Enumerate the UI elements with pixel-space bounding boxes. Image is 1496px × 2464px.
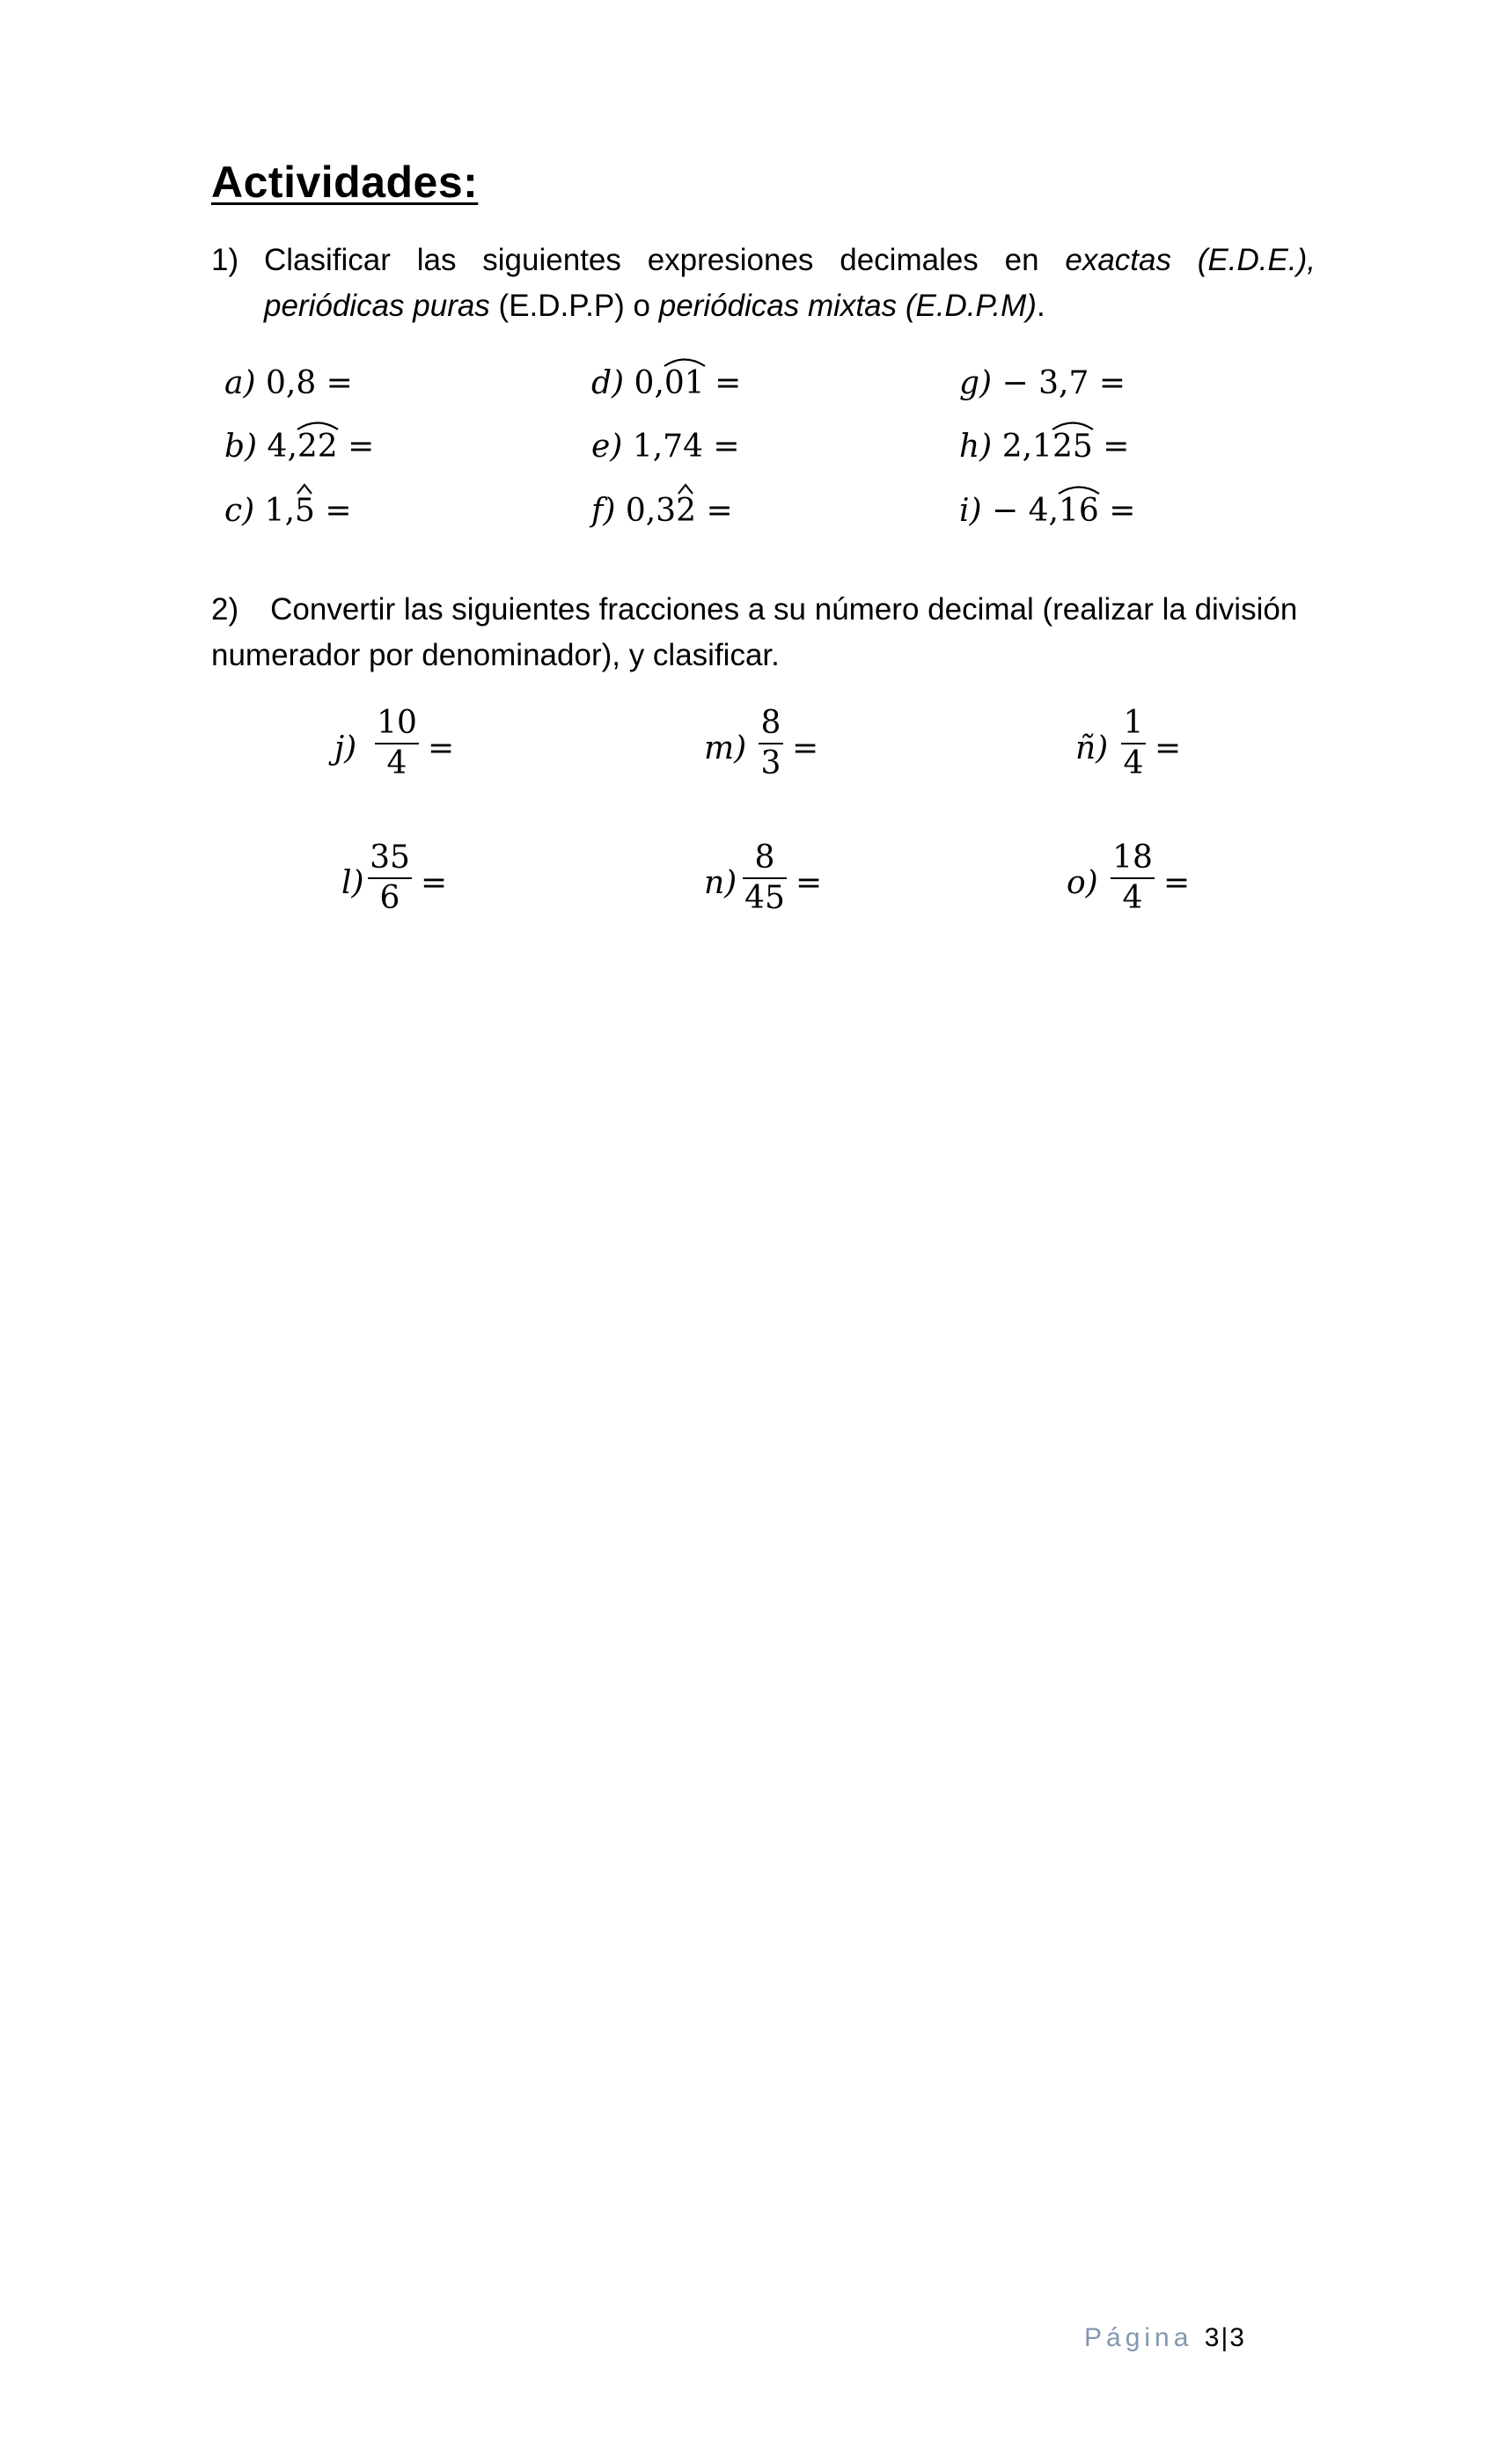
item-label: a)	[224, 365, 256, 401]
item-label: c)	[224, 493, 255, 529]
q1-line2-italic-b: periódicas mixtas (E.D.P.M)	[658, 289, 1037, 323]
question-2-number: 2)	[211, 592, 239, 627]
item-label: m)	[704, 730, 747, 766]
q1-item-c	[224, 493, 352, 529]
q1-item-b	[224, 429, 374, 465]
item-equals: =	[316, 365, 353, 401]
q1-item-f	[591, 493, 733, 529]
item-equals: =	[1098, 493, 1136, 529]
repeating-digits: 01	[664, 365, 705, 401]
fraction: 8 3	[759, 704, 783, 783]
item-value: 4,	[267, 429, 297, 465]
item-value: 1,	[264, 493, 296, 529]
item-equals: =	[337, 429, 375, 465]
question-1-number: 1)	[211, 243, 239, 277]
q1-line1-plain: Clasificar las siguientes expresiones decimales en	[264, 243, 1066, 277]
item-equals: =	[1089, 365, 1126, 401]
footer-current-page: 3	[1204, 2323, 1221, 2352]
q1-item-e	[591, 429, 740, 465]
item-equals: =	[1092, 429, 1130, 465]
item-value: 2,1	[1001, 429, 1052, 465]
repeating-digits: 25	[1052, 429, 1093, 465]
footer-label: Página	[1084, 2323, 1193, 2352]
item-label: o)	[1067, 865, 1098, 901]
q1-item-d	[591, 365, 741, 401]
item-equals: =	[704, 365, 742, 401]
item-equals: =	[314, 493, 352, 529]
page-footer	[1084, 2323, 1246, 2353]
question-1-text	[264, 238, 1316, 329]
q2-line1: Convertir las siguientes fracciones a su número decimal (realizar la división	[270, 592, 1298, 627]
item-equals: =	[696, 493, 733, 529]
repeating-digits: 22	[297, 429, 338, 465]
item-label: j)	[334, 730, 357, 766]
item-value: − 4,	[992, 493, 1059, 529]
q1-item-g	[959, 365, 1126, 401]
item-label: n)	[704, 865, 737, 901]
page-title: Actividades:	[211, 158, 479, 207]
q1-line2-end: .	[1036, 289, 1045, 323]
item-label: d)	[591, 365, 625, 401]
fraction: 18 4	[1111, 839, 1155, 918]
q1-item-h	[959, 429, 1129, 465]
item-value: 0,8	[265, 365, 317, 401]
item-label: h)	[959, 429, 993, 465]
item-equals: =	[796, 865, 823, 901]
item-equals: =	[1155, 730, 1182, 766]
q1-line2-italic-a: periódicas puras	[264, 289, 490, 323]
fraction: 1 4	[1121, 704, 1146, 783]
item-value: 1,74	[632, 429, 703, 465]
item-equals: =	[702, 429, 740, 465]
question-2-text	[211, 587, 1320, 678]
repeating-digit-hat: 2	[676, 493, 696, 529]
item-label: l)	[341, 865, 364, 901]
fraction: 10 4	[375, 704, 419, 783]
repeating-digit-hat: 5	[295, 493, 315, 529]
item-equals: =	[1163, 865, 1191, 901]
footer-total-pages: 3	[1229, 2323, 1246, 2352]
q1-item-i	[959, 493, 1135, 529]
fraction: 8 45	[743, 839, 787, 918]
item-label: e)	[591, 429, 623, 465]
item-value: 0,	[634, 365, 664, 401]
footer-separator: |	[1221, 2323, 1230, 2352]
q2-line2: numerador por denominador), y clasificar.	[211, 638, 780, 672]
q1-line2-plain: (E.D.P.P) o	[489, 289, 659, 323]
item-label: b)	[224, 429, 258, 465]
item-label: f)	[591, 493, 616, 529]
q1-item-a	[224, 365, 353, 401]
q1-line1-italic: exactas (E.D.E.),	[1065, 243, 1316, 277]
item-equals: =	[792, 730, 819, 766]
item-value: 0,3	[625, 493, 677, 529]
item-label: ñ)	[1075, 730, 1109, 766]
item-value: − 3,7	[1001, 365, 1089, 401]
item-label: i)	[959, 493, 982, 529]
item-label: g)	[959, 365, 993, 401]
item-equals: =	[421, 865, 448, 901]
item-equals: =	[428, 730, 455, 766]
fraction: 35 6	[368, 839, 412, 918]
repeating-digits: 16	[1059, 493, 1099, 529]
